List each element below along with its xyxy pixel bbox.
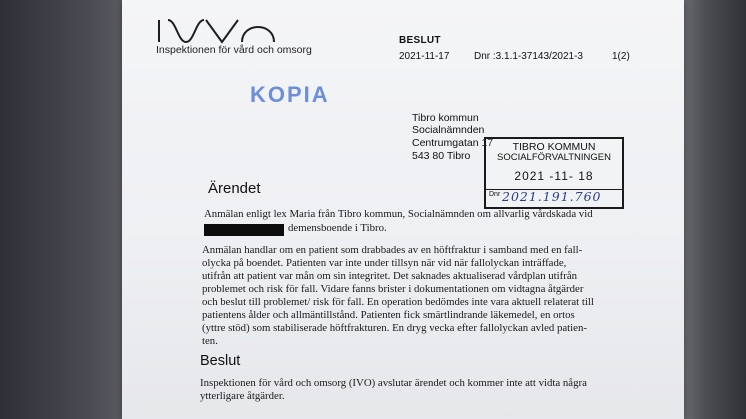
recipient-line: Socialnämnden bbox=[412, 124, 485, 136]
section-heading-beslut: Beslut bbox=[200, 353, 241, 369]
intro-line: demensboende i Tibro. bbox=[288, 222, 387, 234]
stamp-department: SOCIALFÖRVALTNINGEN bbox=[496, 152, 612, 163]
paragraph-line: (yttre stöd) som stabiliserade höftfrakturen. En dryg vecka efter fallolyckan avled patien- bbox=[202, 322, 587, 334]
stamp-date: 2021 -11- 18 bbox=[514, 169, 594, 183]
paragraph-line: problemet och risk för fall. Vidare fanns brister i dokumentationen om vidtagna åtgärder bbox=[202, 283, 584, 295]
doc-date: 2021-11-17 bbox=[399, 51, 450, 62]
stamp-municipality: TIBRO KOMMUN bbox=[512, 141, 596, 153]
doc-dnr: Dnr :3.1.1-37143/2021-3 bbox=[474, 51, 583, 62]
section-heading-arendet: Ärendet bbox=[208, 180, 261, 197]
document-page bbox=[122, 0, 684, 419]
paragraph-line: olycka på boendet. Patienten var inte under tillsyn när vid när fallolyckan inträffade, bbox=[202, 257, 567, 269]
recipient-line: Tibro kommun bbox=[412, 112, 479, 124]
background-left bbox=[0, 0, 125, 419]
decision-line: ytterligare åtgärder. bbox=[200, 390, 285, 402]
paragraph-line: ten. bbox=[202, 335, 218, 347]
kopia-stamp: KOPIA bbox=[250, 82, 330, 107]
ivo-logo bbox=[156, 18, 280, 44]
decision-line: Inspektionen för vård och omsorg (IVO) avslutar ärendet och kommer inte att vidta några bbox=[200, 377, 587, 389]
redaction-box bbox=[204, 224, 284, 236]
paragraph-line: utifrån att patient var mån om sin integritet. Det saknades aktualiserad vårdplan utifrån bbox=[202, 270, 578, 282]
paragraph-line: och beslut till problemet/ risk för fall. En operation bedömdes inte vara aktuell relaterat till bbox=[202, 296, 594, 308]
stamp-dnr-row bbox=[486, 189, 622, 206]
stamp-dnr-handwritten: 2021.191.760 bbox=[502, 189, 602, 204]
recipient-line: 543 80 Tibro bbox=[412, 150, 471, 162]
org-name: Inspektionen för vård och omsorg bbox=[156, 44, 312, 56]
recipient-line: Centrumgatan 17 bbox=[412, 137, 494, 149]
background-right bbox=[680, 0, 746, 419]
received-stamp bbox=[484, 137, 624, 209]
doc-type-label: BESLUT bbox=[399, 35, 441, 46]
paragraph-line: Anmälan handlar om en patient som drabbades av en höftfraktur i samband med en fall- bbox=[202, 244, 583, 256]
stamp-dnr-label: Dnr bbox=[489, 191, 501, 198]
paragraph-line: patientens ålder och allmäntillstånd. Patienten fick smärtlindrande läkemedel, en ortos bbox=[202, 309, 575, 321]
page-count: 1(2) bbox=[612, 51, 630, 62]
intro-line: Anmälan enligt lex Maria från Tibro kommun, Socialnämnden om allvarlig vårdskada vid bbox=[204, 208, 593, 220]
